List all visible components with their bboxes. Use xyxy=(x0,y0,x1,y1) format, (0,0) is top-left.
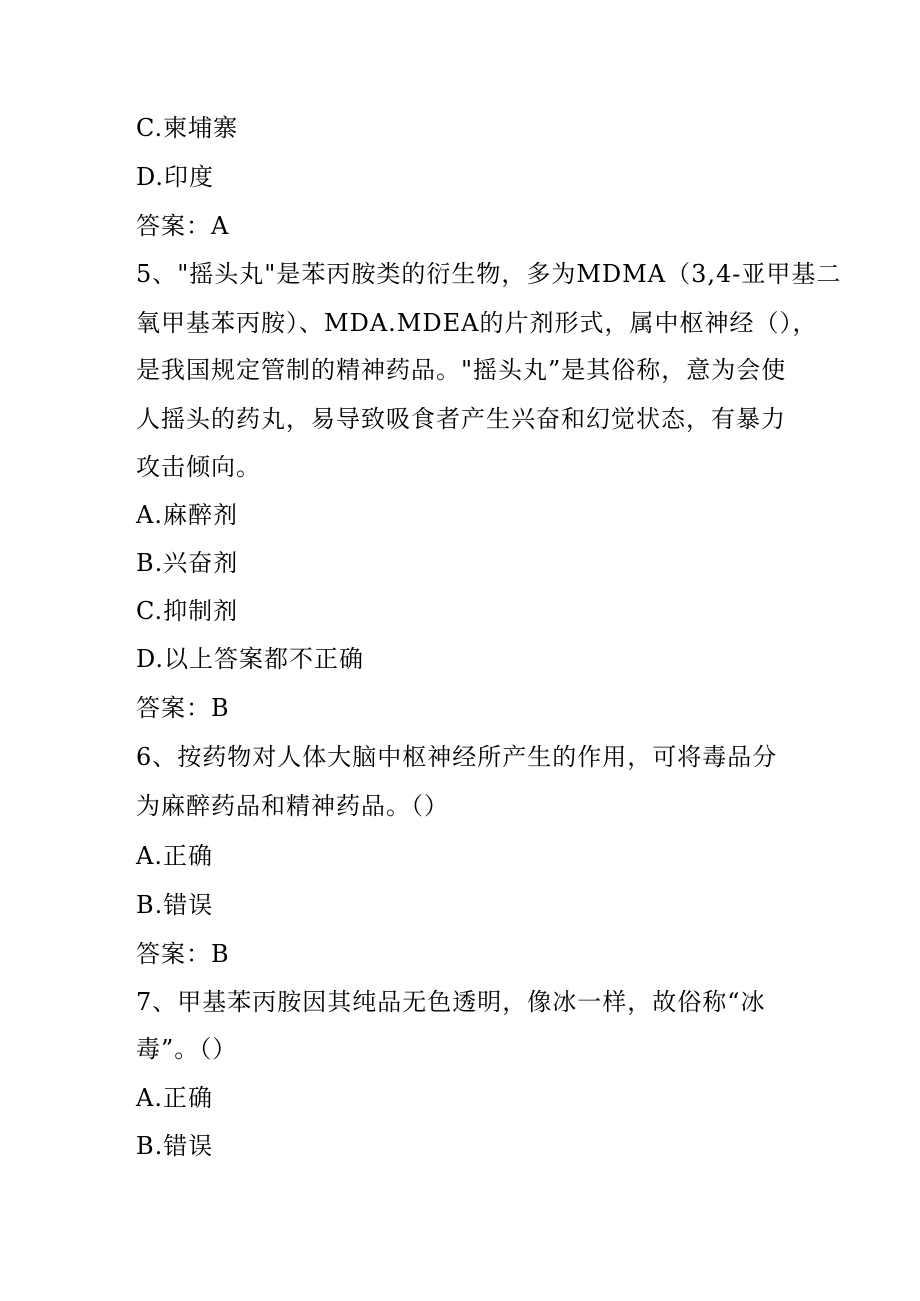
q5-answer: 答案：B xyxy=(136,694,230,722)
q5-option-c: C.抑制剂 xyxy=(136,597,239,625)
q6-answer: 答案：B xyxy=(136,940,230,968)
q6-stem-line-1: 6、按药物对人体大脑中枢神经所产生的作用，可将毒品分 xyxy=(136,743,778,771)
q4-option-c: C.柬埔寨 xyxy=(136,114,239,142)
q6-option-a: A.正确 xyxy=(136,842,213,870)
q6-option-b: B.错误 xyxy=(136,891,214,919)
q5-stem-line-3: 是我国规定管制的精神药品。"摇头丸”是其俗称，意为会使 xyxy=(136,356,787,384)
q6-stem-line-2: 为麻醉药品和精神药品。（） xyxy=(136,792,449,820)
q4-option-d: D.印度 xyxy=(136,163,215,191)
q5-stem-line-2: 氧甲基苯丙胺）、MDA.MDEA的片剂形式，属中枢神经（）， xyxy=(136,309,818,337)
q7-option-b: B.错误 xyxy=(136,1132,214,1160)
q5-stem-line-5: 攻击倾向。 xyxy=(136,453,261,481)
q7-option-a: A.正确 xyxy=(136,1084,213,1112)
q5-option-b: B.兴奋剂 xyxy=(136,549,239,577)
q5-option-a: A.麻醉剂 xyxy=(136,501,238,529)
q5-stem-line-4: 人摇头的药丸，易导致吸食者产生兴奋和幻觉状态，有暴力 xyxy=(136,405,786,433)
q7-stem-line-1: 7、甲基苯丙胺因其纯品无色透明，像冰一样，故俗称“冰 xyxy=(136,988,766,1016)
q5-option-d: D.以上答案都不正确 xyxy=(136,645,365,673)
q5-stem-line-1: 5、"摇头丸"是苯丙胺类的衍生物，多为MDMA（3,4-亚甲基二 xyxy=(136,260,842,288)
q4-answer: 答案：A xyxy=(136,212,230,240)
q7-stem-line-2: 毒”。（） xyxy=(136,1035,238,1063)
